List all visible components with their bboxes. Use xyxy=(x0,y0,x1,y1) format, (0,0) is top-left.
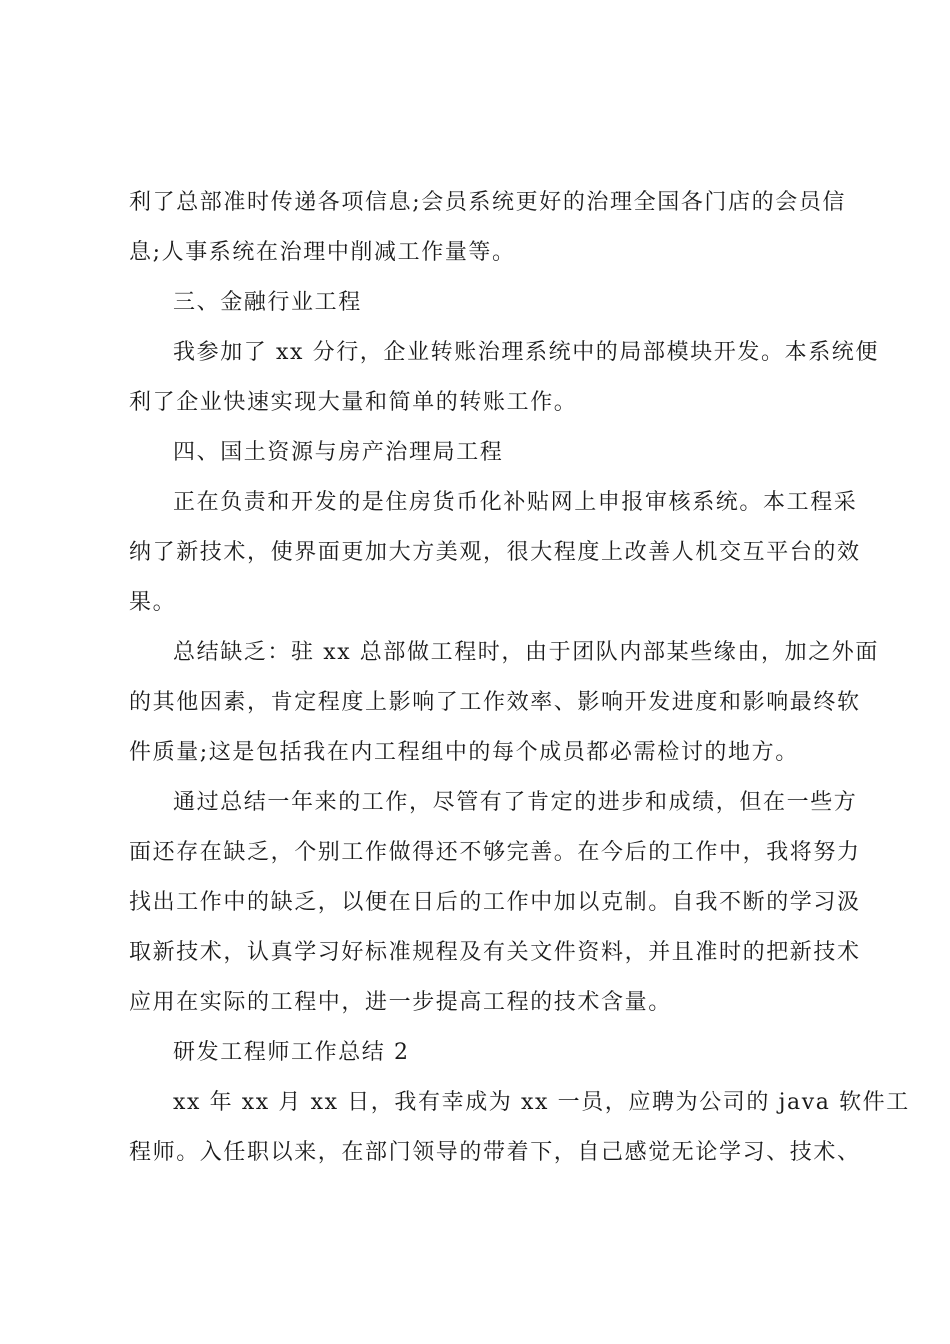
text-line: 研发工程师工作总结 2 xyxy=(173,1040,410,1065)
paragraph-land-cont xyxy=(129,528,861,628)
paragraph-finance xyxy=(129,328,880,378)
text-line: 纳了新技术，使界面更加大方美观，很大程度上改善人机交互平台的效 xyxy=(129,540,861,565)
paragraph-intro xyxy=(129,1078,910,1128)
text-line: 件质量;这是包括我在内工程组中的每个成员都必需检讨的地方。 xyxy=(129,740,799,765)
text-line: 我参加了 xx 分行，企业转账治理系统中的局部模块开发。本系统便 xyxy=(173,340,880,365)
text-line: 的其他因素，肯定程度上影响了工作效率、影响开发进度和影响最终软 xyxy=(129,690,861,715)
text-line: 正在负责和开发的是住房货币化补贴网上申报审核系统。本工程采 xyxy=(173,490,858,515)
paragraph-summary-cont xyxy=(129,828,861,1028)
text-line: 通过总结一年来的工作，尽管有了肯定的进步和成绩，但在一些方 xyxy=(173,790,858,815)
text-line: 四、国土资源与房产治理局工程 xyxy=(173,440,504,465)
text-line: 面还存在缺乏，个别工作做得还不够完善。在今后的工作中，我将努力 xyxy=(129,840,861,865)
text-line: 利了企业快速实现大量和简单的转账工作。 xyxy=(129,390,578,415)
section-title-summary-2 xyxy=(129,1028,829,1078)
text-line: 程师。入任职以来，在部门领导的带着下，自己感觉无论学习、技术、 xyxy=(129,1140,861,1165)
text-line: 应用在实际的工程中，进一步提高工程的技术含量。 xyxy=(129,990,672,1015)
paragraph-continued xyxy=(129,178,847,278)
document-body xyxy=(129,178,910,1178)
text-line: xx 年 xx 月 xx 日，我有幸成为 xx 一员，应聘为公司的 java 软件工 xyxy=(173,1090,910,1115)
paragraph-intro-cont xyxy=(129,1128,861,1178)
paragraph-finance-cont xyxy=(129,378,829,428)
text-line: 果。 xyxy=(129,590,177,615)
paragraph-land xyxy=(129,478,858,528)
text-line: 三、金融行业工程 xyxy=(173,290,362,315)
text-line: 息;人事系统在治理中削减工作量等。 xyxy=(129,240,516,265)
text-line: 利了总部准时传递各项信息;会员系统更好的治理全国各门店的会员信 xyxy=(129,190,847,215)
text-line: 总结缺乏：驻 xx 总部做工程时，由于团队内部某些缘由，加之外面 xyxy=(173,640,880,665)
section-heading-land xyxy=(129,428,829,478)
section-heading-finance xyxy=(129,278,829,328)
paragraph-summary xyxy=(129,778,858,828)
paragraph-shortcomings xyxy=(129,628,880,678)
paragraph-shortcomings-cont xyxy=(129,678,861,778)
text-line: 找出工作中的缺乏，以便在日后的工作中加以克制。自我不断的学习汲 xyxy=(129,890,861,915)
text-line: 取新技术，认真学习好标准规程及有关文件资料，并且准时的把新技术 xyxy=(129,940,861,965)
